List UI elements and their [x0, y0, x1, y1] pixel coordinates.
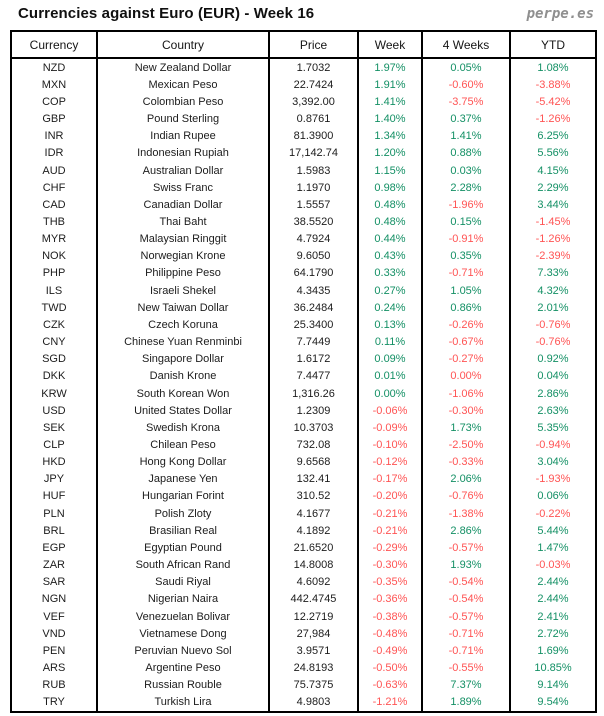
week-cell: -1.21% [359, 694, 423, 711]
price-cell: 10.3703 [270, 419, 359, 436]
week-cell: -0.10% [359, 436, 423, 453]
ytd-cell: 5.56% [537, 147, 569, 160]
four-weeks-cell: -0.91% [423, 231, 511, 248]
four-weeks-cell: -0.57% [423, 608, 511, 625]
table-row [12, 162, 595, 179]
country-cell: Russian Rouble [98, 677, 270, 694]
currency-code-cell: GBP [12, 110, 98, 127]
week-cell: 1.41% [359, 93, 423, 110]
ytd-cell: 0.04% [537, 370, 569, 383]
price-cell: 7.4477 [270, 368, 359, 385]
price-cell: 12.2719 [270, 608, 359, 625]
week-cell: 1.91% [359, 76, 423, 93]
ytd-cell: 4.15% [537, 164, 569, 177]
country-cell: Indian Rupee [98, 128, 270, 145]
ytd-cell: 0.06% [537, 490, 569, 503]
country-cell: Colombian Peso [98, 93, 270, 110]
price-cell: 1.6172 [270, 351, 359, 368]
currency-code-cell: INR [12, 128, 98, 145]
currency-code-cell: BRL [12, 522, 98, 539]
table-row [12, 402, 595, 419]
country-cell: Egyptian Pound [98, 539, 270, 556]
week-cell: 0.48% [359, 213, 423, 230]
four-weeks-cell: -3.75% [423, 93, 511, 110]
ytd-cell: -1.45% [535, 215, 571, 228]
ytd-cell: 7.33% [537, 267, 569, 280]
table-row [12, 557, 595, 574]
currency-code-cell: SAR [12, 574, 98, 591]
column-header-week: Week [359, 32, 423, 57]
country-cell: Czech Koruna [98, 316, 270, 333]
four-weeks-cell: 0.15% [423, 213, 511, 230]
ytd-cell: 5.35% [537, 421, 569, 434]
country-cell: Israeli Shekel [98, 282, 270, 299]
four-weeks-cell: 0.35% [423, 248, 511, 265]
ytd-cell: 1.69% [537, 644, 569, 657]
country-cell: Australian Dollar [98, 162, 270, 179]
week-cell: -0.38% [359, 608, 423, 625]
ytd-cell: 0.92% [537, 353, 569, 366]
week-cell: 0.11% [359, 334, 423, 351]
currency-code-cell: VEF [12, 608, 98, 625]
country-cell: Hong Kong Dollar [98, 454, 270, 471]
country-cell: Venezuelan Bolivar [98, 608, 270, 625]
currency-code-cell: CAD [12, 196, 98, 213]
currency-code-cell: PLN [12, 505, 98, 522]
country-cell: Japanese Yen [98, 471, 270, 488]
country-cell: Polish Zloty [98, 505, 270, 522]
currency-code-cell: TRY [12, 694, 98, 711]
four-weeks-cell: -0.54% [423, 574, 511, 591]
currency-code-cell: CHF [12, 179, 98, 196]
ytd-cell: 2.29% [537, 181, 569, 194]
four-weeks-cell: -1.06% [423, 385, 511, 402]
ytd-cell: -2.39% [535, 250, 571, 263]
price-cell: 64.1790 [270, 265, 359, 282]
week-cell: 0.01% [359, 368, 423, 385]
ytd-cell: 2.63% [537, 404, 569, 417]
four-weeks-cell: -0.76% [423, 488, 511, 505]
four-weeks-cell: -0.30% [423, 402, 511, 419]
four-weeks-cell: 1.73% [423, 419, 511, 436]
currency-code-cell: TWD [12, 299, 98, 316]
column-header-currency: Currency [12, 32, 98, 57]
table-row [12, 471, 595, 488]
currency-code-cell: IDR [12, 145, 98, 162]
country-cell: South African Rand [98, 557, 270, 574]
ytd-cell: -0.03% [535, 559, 571, 572]
table-body [12, 59, 595, 711]
price-cell: 132.41 [270, 471, 359, 488]
table-row [12, 213, 595, 230]
price-cell: 1.5557 [270, 196, 359, 213]
price-cell: 24.8193 [270, 659, 359, 676]
table-row [12, 299, 595, 316]
price-cell: 75.7375 [270, 677, 359, 694]
table-row [12, 677, 595, 694]
country-cell: Turkish Lira [98, 694, 270, 711]
currency-code-cell: HKD [12, 454, 98, 471]
price-cell: 9.6050 [270, 248, 359, 265]
currency-code-cell: ZAR [12, 557, 98, 574]
table-row [12, 625, 595, 642]
price-cell: 4.9803 [270, 694, 359, 711]
country-cell: Canadian Dollar [98, 196, 270, 213]
ytd-cell: 2.01% [537, 301, 569, 314]
country-cell: Hungarian Forint [98, 488, 270, 505]
week-cell: 0.24% [359, 299, 423, 316]
price-cell: 4.1677 [270, 505, 359, 522]
currency-code-cell: PHP [12, 265, 98, 282]
ytd-cell: -1.93% [535, 473, 571, 486]
four-weeks-cell: 1.41% [423, 128, 511, 145]
table-row [12, 419, 595, 436]
week-cell: 0.33% [359, 265, 423, 282]
price-cell: 17,142.74 [270, 145, 359, 162]
column-header-price: Price [270, 32, 359, 57]
week-cell: -0.21% [359, 522, 423, 539]
four-weeks-cell: -0.57% [423, 539, 511, 556]
country-cell: Argentine Peso [98, 659, 270, 676]
table-row [12, 93, 595, 110]
week-cell: -0.09% [359, 419, 423, 436]
ytd-cell: 4.32% [537, 284, 569, 297]
currency-code-cell: USD [12, 402, 98, 419]
table-row [12, 574, 595, 591]
price-cell: 4.7924 [270, 231, 359, 248]
week-cell: 1.97% [359, 59, 423, 76]
week-cell: -0.30% [359, 557, 423, 574]
currency-code-cell: MXN [12, 76, 98, 93]
country-cell: Indonesian Rupiah [98, 145, 270, 162]
four-weeks-cell: 0.86% [423, 299, 511, 316]
ytd-cell: 1.08% [537, 61, 569, 74]
four-weeks-cell: 1.93% [423, 557, 511, 574]
week-cell: -0.48% [359, 625, 423, 642]
four-weeks-cell: -0.60% [423, 76, 511, 93]
price-cell: 27,984 [270, 625, 359, 642]
price-cell: 3,392.00 [270, 93, 359, 110]
week-cell: -0.36% [359, 591, 423, 608]
table-row [12, 454, 595, 471]
week-cell: 0.13% [359, 316, 423, 333]
country-cell: Nigerian Naira [98, 591, 270, 608]
table-row [12, 608, 595, 625]
ytd-cell: 2.44% [537, 576, 569, 589]
week-cell: 0.00% [359, 385, 423, 402]
country-cell: Philippine Peso [98, 265, 270, 282]
four-weeks-cell: -0.67% [423, 334, 511, 351]
currency-code-cell: VND [12, 625, 98, 642]
country-cell: New Zealand Dollar [98, 59, 270, 76]
four-weeks-cell: 2.86% [423, 522, 511, 539]
ytd-cell: 9.54% [537, 696, 569, 709]
currency-code-cell: COP [12, 93, 98, 110]
week-cell: -0.29% [359, 539, 423, 556]
ytd-cell: 5.44% [537, 524, 569, 537]
ytd-cell: 6.25% [537, 130, 569, 143]
price-cell: 442.4745 [270, 591, 359, 608]
four-weeks-cell: -0.54% [423, 591, 511, 608]
week-cell: -0.06% [359, 402, 423, 419]
week-cell: 0.48% [359, 196, 423, 213]
four-weeks-cell: 2.06% [423, 471, 511, 488]
currency-code-cell: CZK [12, 316, 98, 333]
ytd-cell: 9.14% [537, 679, 569, 692]
four-weeks-cell: 0.88% [423, 145, 511, 162]
price-cell: 9.6568 [270, 454, 359, 471]
ytd-cell: 2.44% [537, 593, 569, 606]
week-cell: -0.21% [359, 505, 423, 522]
four-weeks-cell: 2.28% [423, 179, 511, 196]
currency-code-cell: ILS [12, 282, 98, 299]
table-row [12, 659, 595, 676]
ytd-cell: 2.41% [537, 610, 569, 623]
country-cell: Chinese Yuan Renminbi [98, 334, 270, 351]
currency-code-cell: NZD [12, 59, 98, 76]
column-header-ytd: YTD [541, 37, 565, 52]
country-cell: Brasilian Real [98, 522, 270, 539]
table-row [12, 539, 595, 556]
ytd-cell: -0.76% [535, 336, 571, 349]
table-row [12, 248, 595, 265]
table-row [12, 368, 595, 385]
ytd-cell: -1.26% [535, 113, 571, 126]
price-cell: 25.3400 [270, 316, 359, 333]
table-row [12, 145, 595, 162]
four-weeks-cell: -0.71% [423, 265, 511, 282]
currency-code-cell: KRW [12, 385, 98, 402]
currency-code-cell: ARS [12, 659, 98, 676]
currency-code-cell: SEK [12, 419, 98, 436]
four-weeks-cell: 7.37% [423, 677, 511, 694]
price-cell: 732.08 [270, 436, 359, 453]
four-weeks-cell: 1.05% [423, 282, 511, 299]
table-row [12, 196, 595, 213]
four-weeks-cell: 0.03% [423, 162, 511, 179]
currency-code-cell: MYR [12, 231, 98, 248]
price-cell: 7.7449 [270, 334, 359, 351]
country-cell: Singapore Dollar [98, 351, 270, 368]
table-row [12, 505, 595, 522]
table-row [12, 351, 595, 368]
price-cell: 81.3900 [270, 128, 359, 145]
currency-code-cell: SGD [12, 351, 98, 368]
country-cell: Saudi Riyal [98, 574, 270, 591]
currency-code-cell: NOK [12, 248, 98, 265]
four-weeks-cell: 0.05% [423, 59, 511, 76]
currency-code-cell: NGN [12, 591, 98, 608]
country-cell: Malaysian Ringgit [98, 231, 270, 248]
week-cell: 0.27% [359, 282, 423, 299]
ytd-cell: -3.88% [535, 78, 571, 91]
currency-code-cell: DKK [12, 368, 98, 385]
ytd-cell: -1.26% [535, 233, 571, 246]
week-cell: 1.15% [359, 162, 423, 179]
table-header-row [12, 32, 595, 59]
week-cell: 1.20% [359, 145, 423, 162]
country-cell: Peruvian Nuevo Sol [98, 642, 270, 659]
price-cell: 1,316.26 [270, 385, 359, 402]
table-row [12, 231, 595, 248]
ytd-cell: 1.47% [537, 541, 569, 554]
week-cell: -0.49% [359, 642, 423, 659]
four-weeks-cell: -1.96% [423, 196, 511, 213]
four-weeks-cell: -2.50% [423, 436, 511, 453]
ytd-cell: -0.76% [535, 318, 571, 331]
price-cell: 1.1970 [270, 179, 359, 196]
price-cell: 310.52 [270, 488, 359, 505]
price-cell: 4.1892 [270, 522, 359, 539]
ytd-cell: 3.04% [537, 456, 569, 469]
perpe-logo: perpe.es [526, 6, 594, 22]
week-cell: 1.40% [359, 110, 423, 127]
country-cell: Mexican Peso [98, 76, 270, 93]
four-weeks-cell: 0.00% [423, 368, 511, 385]
column-header-4-weeks: 4 Weeks [423, 32, 511, 57]
price-cell: 38.5520 [270, 213, 359, 230]
ytd-cell: 3.44% [537, 198, 569, 211]
price-cell: 1.5983 [270, 162, 359, 179]
page-title: Currencies against Euro (EUR) - Week 16 [18, 5, 315, 22]
country-cell: Danish Krone [98, 368, 270, 385]
country-cell: Thai Baht [98, 213, 270, 230]
price-cell: 4.6092 [270, 574, 359, 591]
country-cell: Swedish Krona [98, 419, 270, 436]
country-cell: Vietnamese Dong [98, 625, 270, 642]
price-cell: 3.9571 [270, 642, 359, 659]
currencies-table [10, 30, 597, 713]
ytd-cell: 2.86% [537, 387, 569, 400]
week-cell: -0.63% [359, 677, 423, 694]
currency-code-cell: RUB [12, 677, 98, 694]
price-cell: 1.2309 [270, 402, 359, 419]
table-row [12, 282, 595, 299]
country-cell: Chilean Peso [98, 436, 270, 453]
price-cell: 22.7424 [270, 76, 359, 93]
table-row [12, 642, 595, 659]
table-row [12, 110, 595, 127]
table-row [12, 179, 595, 196]
table-row [12, 522, 595, 539]
ytd-cell: -0.94% [535, 439, 571, 452]
four-weeks-cell: -0.71% [423, 642, 511, 659]
ytd-cell: -5.42% [535, 95, 571, 108]
country-cell: Norwegian Krone [98, 248, 270, 265]
four-weeks-cell: -0.27% [423, 351, 511, 368]
currency-code-cell: PEN [12, 642, 98, 659]
ytd-cell: 2.72% [537, 627, 569, 640]
currency-code-cell: CLP [12, 436, 98, 453]
country-cell: Swiss Franc [98, 179, 270, 196]
price-cell: 4.3435 [270, 282, 359, 299]
table-row [12, 316, 595, 333]
currency-code-cell: JPY [12, 471, 98, 488]
table-row [12, 265, 595, 282]
four-weeks-cell: -0.55% [423, 659, 511, 676]
currency-code-cell: CNY [12, 334, 98, 351]
week-cell: -0.50% [359, 659, 423, 676]
table-row [12, 591, 595, 608]
table-row [12, 488, 595, 505]
country-cell: United States Dollar [98, 402, 270, 419]
table-row [12, 334, 595, 351]
week-cell: 0.09% [359, 351, 423, 368]
price-cell: 21.6520 [270, 539, 359, 556]
week-cell: -0.35% [359, 574, 423, 591]
currency-code-cell: THB [12, 213, 98, 230]
price-cell: 14.8008 [270, 557, 359, 574]
column-header-country: Country [98, 32, 270, 57]
ytd-cell: -0.22% [535, 507, 571, 520]
week-cell: -0.20% [359, 488, 423, 505]
country-cell: South Korean Won [98, 385, 270, 402]
table-row [12, 59, 595, 76]
currency-code-cell: HUF [12, 488, 98, 505]
price-cell: 1.7032 [270, 59, 359, 76]
table-row [12, 385, 595, 402]
currency-code-cell: EGP [12, 539, 98, 556]
ytd-cell: 10.85% [534, 662, 572, 675]
four-weeks-cell: -0.33% [423, 454, 511, 471]
currency-code-cell: AUD [12, 162, 98, 179]
price-cell: 0.8761 [270, 110, 359, 127]
four-weeks-cell: 0.37% [423, 110, 511, 127]
week-cell: 0.98% [359, 179, 423, 196]
four-weeks-cell: -1.38% [423, 505, 511, 522]
week-cell: 1.34% [359, 128, 423, 145]
week-cell: -0.17% [359, 471, 423, 488]
table-row [12, 436, 595, 453]
country-cell: Pound Sterling [98, 110, 270, 127]
price-cell: 36.2484 [270, 299, 359, 316]
week-cell: 0.44% [359, 231, 423, 248]
table-row [12, 128, 595, 145]
four-weeks-cell: -0.71% [423, 625, 511, 642]
week-cell: -0.12% [359, 454, 423, 471]
week-cell: 0.43% [359, 248, 423, 265]
table-row [12, 694, 595, 711]
four-weeks-cell: -0.26% [423, 316, 511, 333]
country-cell: New Taiwan Dollar [98, 299, 270, 316]
table-row [12, 76, 595, 93]
four-weeks-cell: 1.89% [423, 694, 511, 711]
